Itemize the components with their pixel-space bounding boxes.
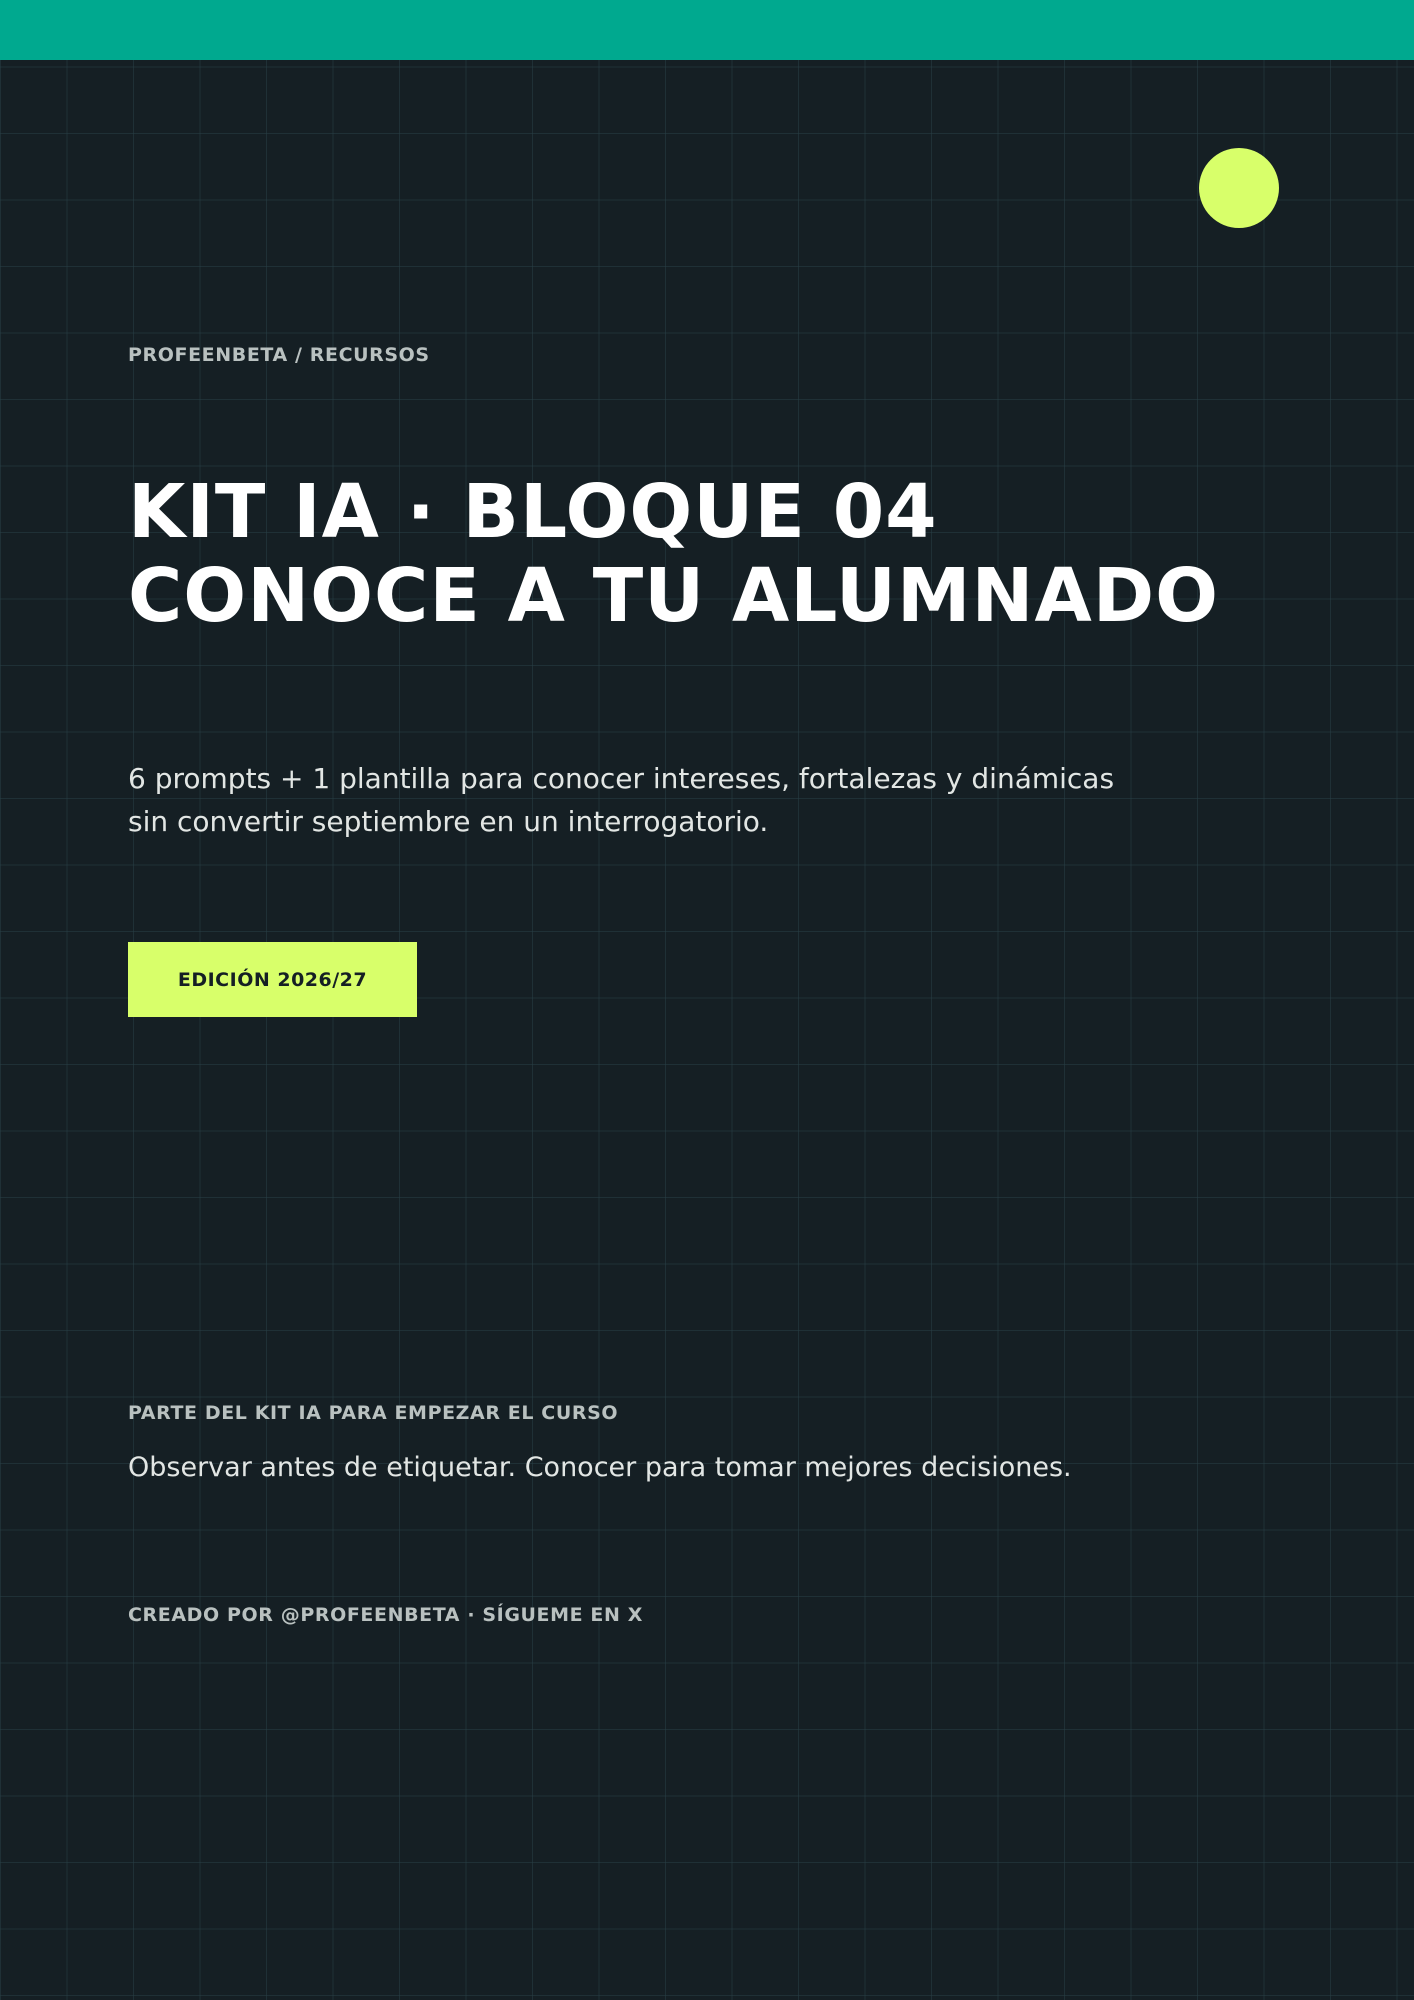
title-line-2: CONOCE A TU ALUMNADO xyxy=(128,553,1220,639)
lead-line-2: sin convertir septiembre en un interrogatorio. xyxy=(128,805,769,838)
top-accent-bar xyxy=(0,0,1414,60)
motto-text: Observar antes de etiquetar. Conocer para tomar mejores decisiones. xyxy=(128,1452,1072,1483)
credit-line: CREADO POR @PROFEENBETA · SÍGUEME EN X xyxy=(128,1604,643,1626)
accent-dot xyxy=(1199,148,1279,228)
edition-badge: EDICIÓN 2026/27 xyxy=(128,942,417,1017)
lead-paragraph xyxy=(128,757,1114,843)
series-label: PARTE DEL KIT IA PARA EMPEZAR EL CURSO xyxy=(128,1402,619,1424)
lead-line-1: 6 prompts + 1 plantilla para conocer intereses, fortalezas y dinámicas xyxy=(128,762,1115,795)
breadcrumb: PROFEENBETA / RECURSOS xyxy=(128,344,430,366)
page-title xyxy=(128,470,1219,638)
title-line-1: KIT IA · BLOQUE 04 xyxy=(128,469,938,555)
